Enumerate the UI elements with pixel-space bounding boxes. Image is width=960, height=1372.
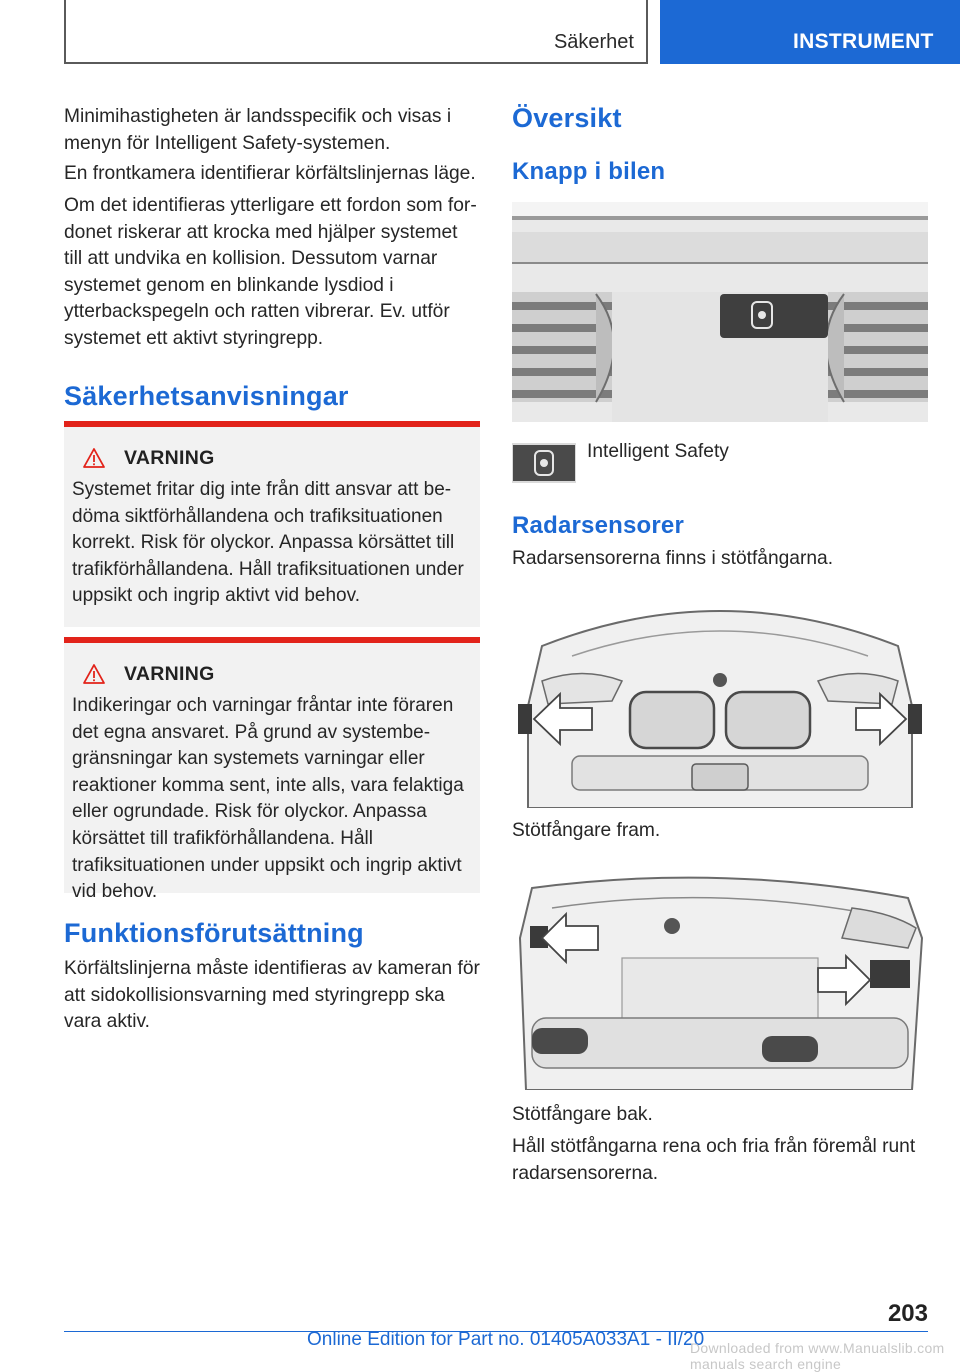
- warning-label-1: VARNING: [124, 446, 215, 469]
- intelligent-safety-button: [720, 294, 828, 338]
- front-caption: Stötfångare fram.: [512, 820, 661, 841]
- function-text: Körfältslinjerna måste identifieras av kameran för att sidokollisionsvarning med styringrepp ska vara aktiv.: [64, 958, 480, 1033]
- intro-paragraph-2: En frontkamera identifierar körfältslinjernas läge.: [64, 163, 476, 184]
- rear-caption: Stötfångare bak.: [512, 1104, 653, 1125]
- rear-bumper-figure: [512, 868, 928, 1090]
- header-section-label: Säkerhet: [553, 31, 634, 53]
- front-bumper-figure: [512, 586, 928, 808]
- watermark: Downloaded from www.Manualslib.com manuals search engine: [690, 1340, 945, 1372]
- header-chapter-label: INSTRUMENT: [793, 30, 934, 53]
- bmw-logo-icon: [713, 673, 727, 687]
- bmw-logo-icon: [664, 918, 680, 934]
- intelligent-safety-icon: [512, 443, 576, 483]
- warning-label-2: VARNING: [124, 662, 215, 685]
- right-rear-radar-sensor: [870, 960, 910, 988]
- left-air-vent: [512, 292, 614, 402]
- intro-paragraph-3: Om det identifieras ytterligare ett fordon som fordonet riskerar att krocka med hjälper systemet till att undvika en kollision. Dessutom varnar systemet genom en blinkande lysdiod i ytterbackspegeln och ratten vibrerar. Ev. utför systemet ett aktivt styringrepp.: [64, 195, 477, 349]
- left-radar-sensor: [518, 704, 532, 734]
- warning-triangle-icon: [82, 447, 106, 469]
- header-chapter-tab: [660, 0, 960, 64]
- warning-text-2: Indikeringar och varningar fråntar inte föraren det egna ansvaret. På grund av systembegränsningar kan systemets varningar eller reaktioner komma sent, inte alls, vara felaktiga eller ogrundade. Risk för olyckor. Anpassa körsättet till trafikförhållandena. Håll trafiksituationen under uppsikt och ingrip aktivt vid behov.: [72, 695, 464, 903]
- closing-text: Håll stötfångarna rena och fria från föremål runt radarsensorerna.: [512, 1136, 916, 1184]
- page-number: 203: [887, 1300, 928, 1327]
- safety-heading: Säkerhetsanvisningar: [64, 381, 349, 411]
- button-heading: Knapp i bilen: [512, 158, 666, 185]
- warning-triangle-icon: [82, 663, 106, 685]
- overview-heading: Översikt: [512, 103, 622, 133]
- function-heading: Funktionsförutsättning: [64, 918, 364, 948]
- warning-box-1: [64, 421, 480, 627]
- intro-paragraph-1: Minimihastigheten är landsspecifik och visas i menyn för Intelligent Safety-systemen.: [64, 106, 452, 154]
- radar-text: Radarsensorerna finns i stötfångarna.: [512, 548, 834, 569]
- intelligent-safety-label: Intelligent Safety: [587, 441, 729, 462]
- warning-box-2: [64, 637, 480, 903]
- right-air-vent: [826, 292, 928, 402]
- header-section-tab: [64, 0, 648, 64]
- left-exhaust: [532, 1028, 588, 1054]
- edition-line: Online Edition for Part no. 01405A033A1 - II/20: [307, 1329, 705, 1350]
- right-exhaust: [762, 1036, 818, 1062]
- dashboard-button-figure: [512, 202, 928, 422]
- right-radar-sensor: [908, 704, 922, 734]
- radar-heading: Radarsensorer: [512, 512, 685, 539]
- warning-text-1: Systemet fritar dig inte från ditt ansvar att bedöma siktförhållandena och trafiksituationen korrekt. Risk för olyckor. Anpassa körsättet till trafikförhållandena. Håll trafiksituationen under uppsikt och ingrip aktivt vid behov.: [72, 479, 464, 607]
